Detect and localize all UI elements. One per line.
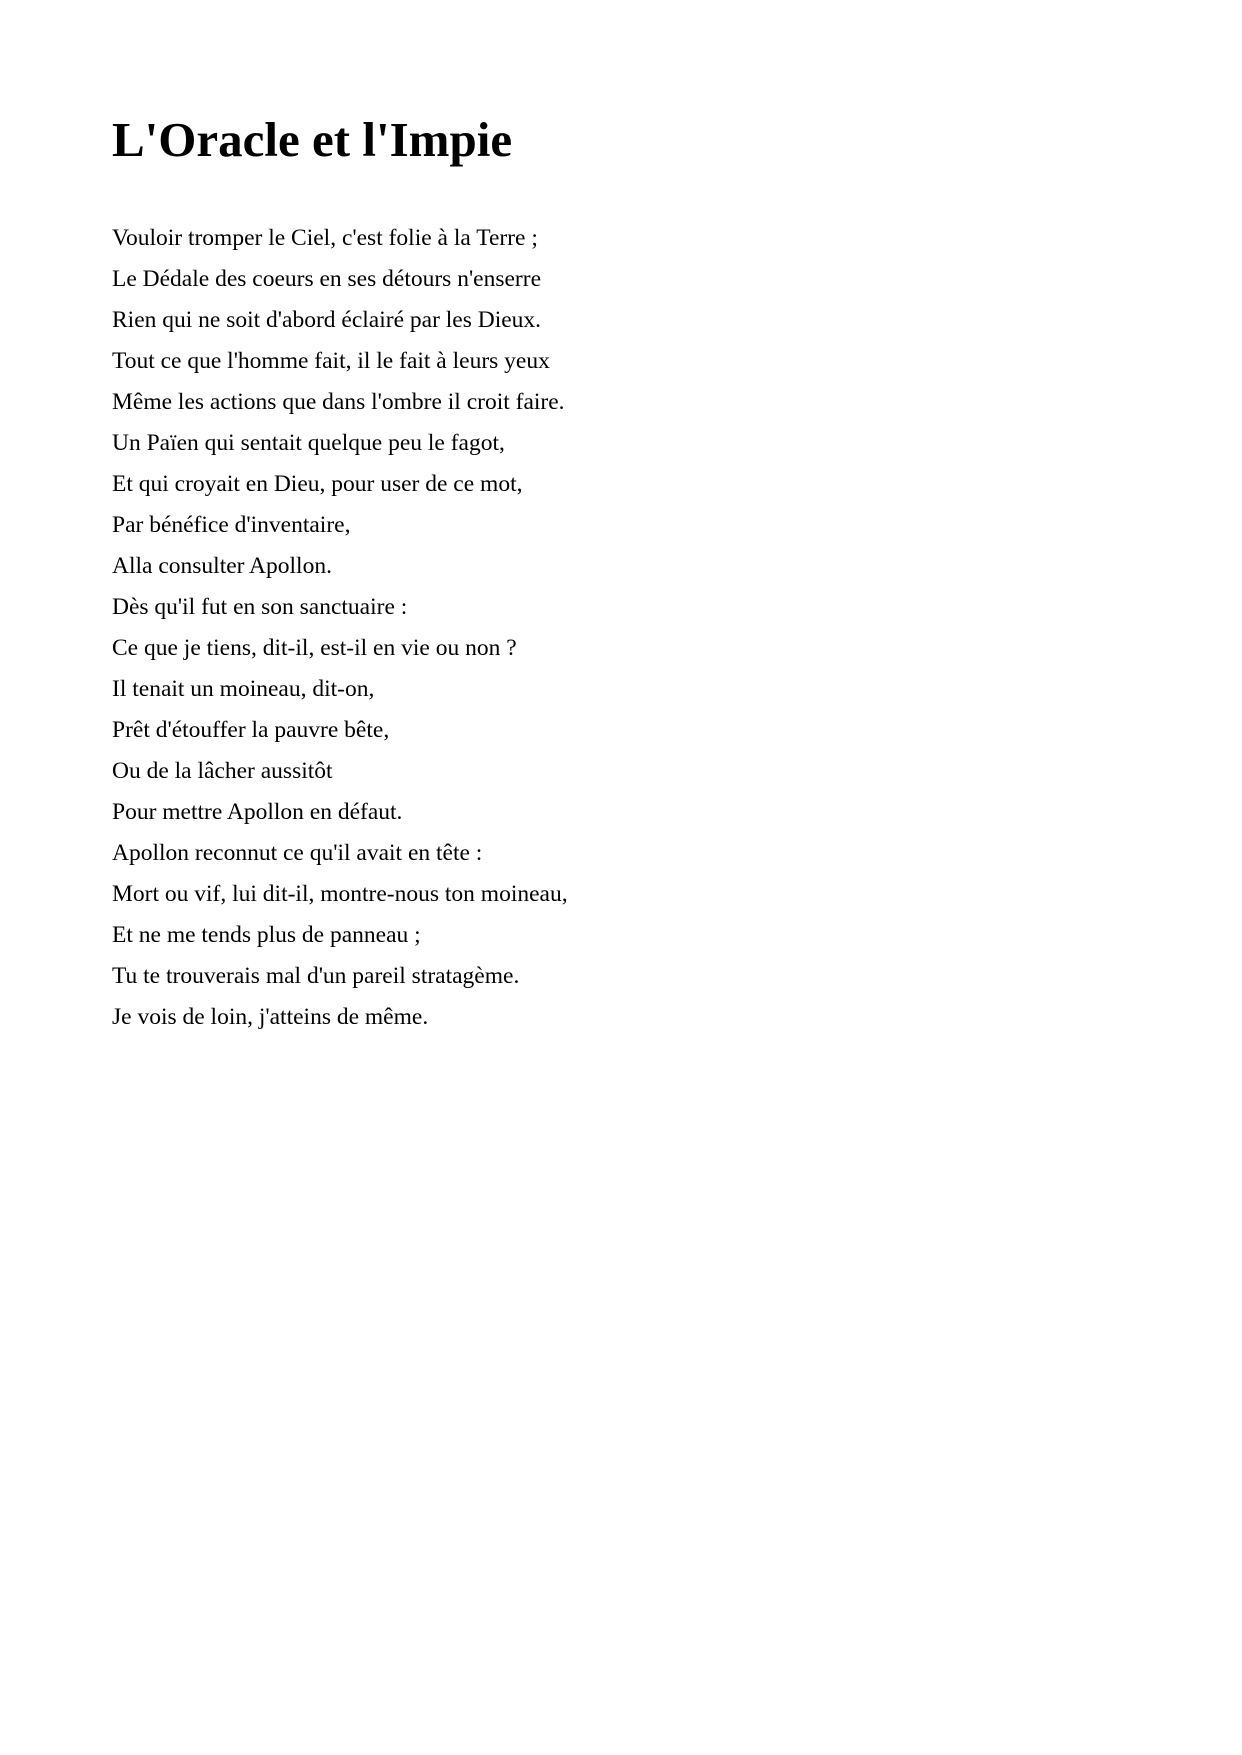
poem-body	[112, 218, 568, 1038]
verse-line: Mort ou vif, lui dit-il, montre-nous ton moineau,	[112, 881, 568, 907]
verse-line: Tu te trouverais mal d'un pareil stratagème.	[112, 963, 520, 989]
verse-line: Et qui croyait en Dieu, pour user de ce mot,	[112, 471, 523, 497]
verse-line: Alla consulter Apollon.	[112, 553, 332, 579]
verse-line: Il tenait un moineau, dit-on,	[112, 676, 375, 702]
verse-line: Rien qui ne soit d'abord éclairé par les Dieux.	[112, 307, 542, 333]
verse-line: Ce que je tiens, dit-il, est-il en vie ou non ?	[112, 635, 517, 661]
verse-line: Apollon reconnut ce qu'il avait en tête :	[112, 840, 483, 866]
verse-line: Un Païen qui sentait quelque peu le fagot,	[112, 430, 505, 456]
verse-line: Et ne me tends plus de panneau ;	[112, 922, 421, 948]
verse-line: Le Dédale des coeurs en ses détours n'enserre	[112, 266, 542, 292]
verse-line: Prêt d'étouffer la pauvre bête,	[112, 717, 390, 743]
verse-line: Même les actions que dans l'ombre il croit faire.	[112, 389, 565, 415]
verse-line: Vouloir tromper le Ciel, c'est folie à la Terre ;	[112, 225, 538, 251]
verse-line: Par bénéfice d'inventaire,	[112, 512, 351, 538]
verse-line: Ou de la lâcher aussitôt	[112, 758, 333, 784]
verse-line: Je vois de loin, j'atteins de même.	[112, 1004, 429, 1030]
verse-line: Dès qu'il fut en son sanctuaire :	[112, 594, 408, 620]
verse-line: Tout ce que l'homme fait, il le fait à leurs yeux	[112, 348, 550, 374]
poem-title: L'Oracle et l'Impie	[112, 112, 513, 167]
verse-line: Pour mettre Apollon en défaut.	[112, 799, 403, 825]
